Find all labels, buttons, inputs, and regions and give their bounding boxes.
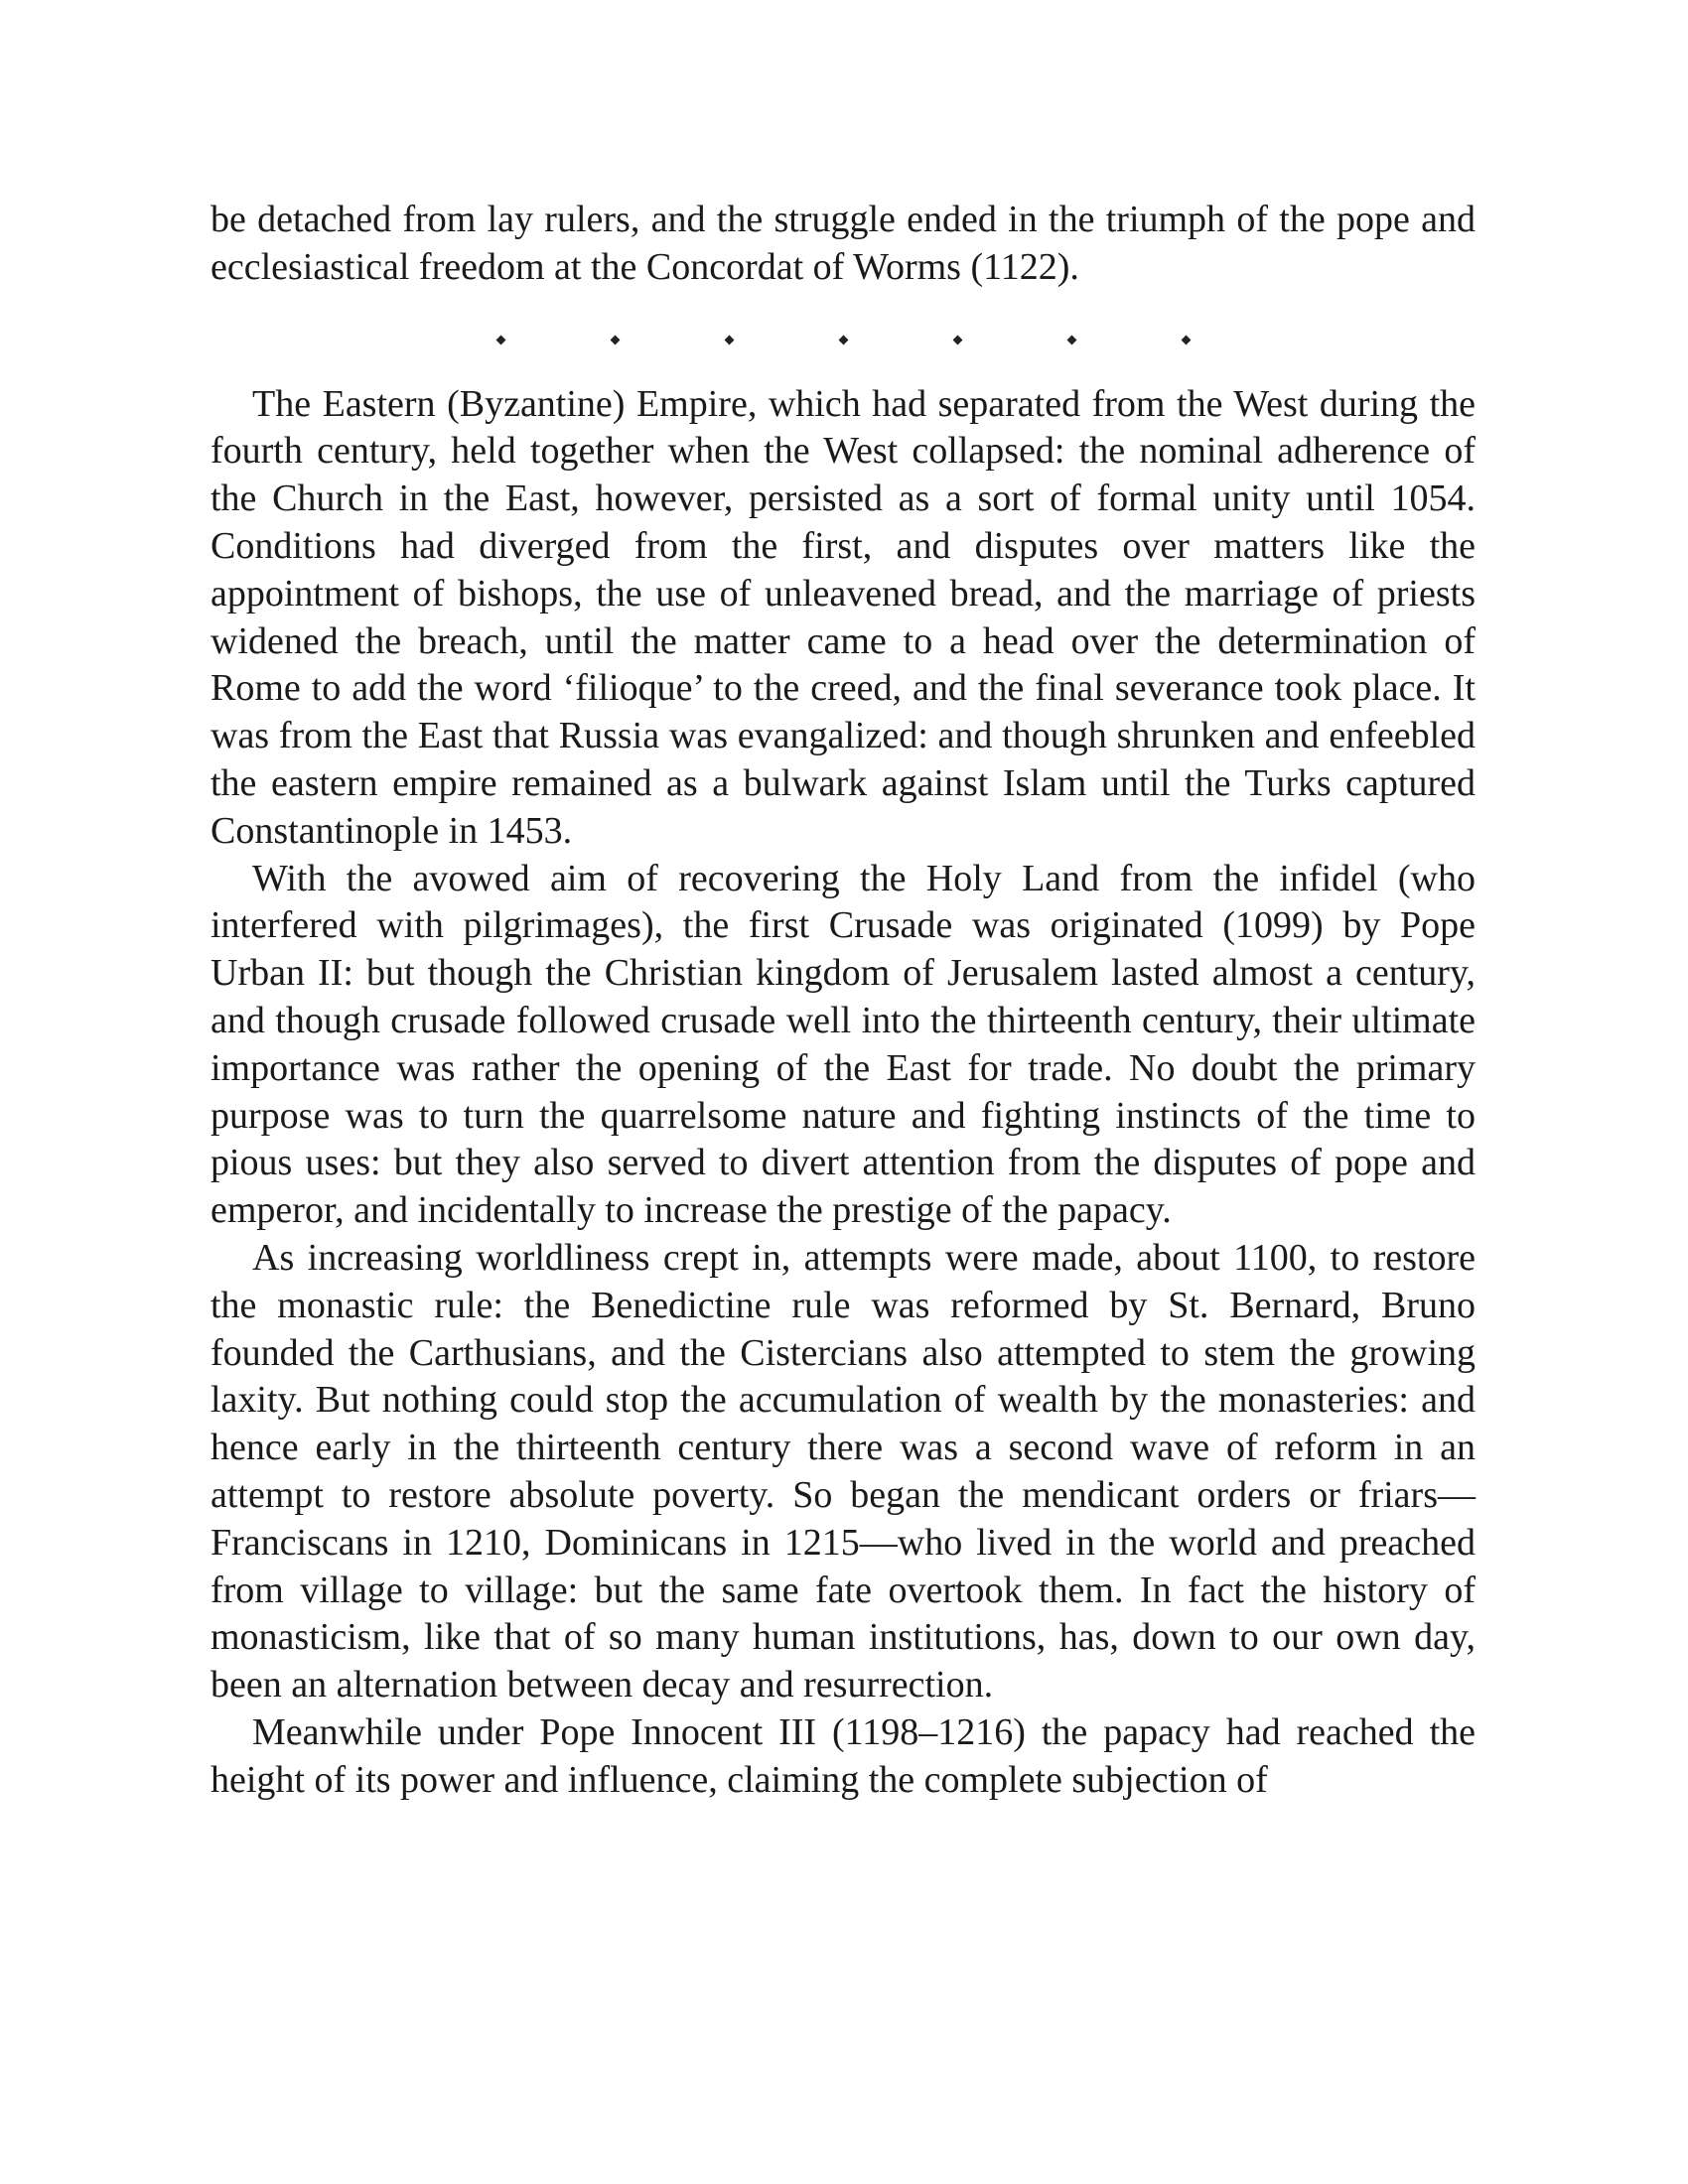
separator-dot <box>838 336 848 345</box>
separator-dot <box>1181 336 1191 345</box>
section-separator <box>211 292 1476 381</box>
paragraph-crusades: With the avowed aim of recovering the Holy Land from the infidel (who interfered with pilgrimages), the first Crusade was originated (1099) by Pope Urban II: but though the Christian kingdom of Jerusalem lasted almost a century, and though crusade followed crusade well into the thirteenth century, their ultimate importance was rather the opening of the East for trade. No doubt the primary purpose was to turn the quarrelsome nature and fighting instincts of the time to pious uses: but they also served to divert attention from the disputes of pope and emperor, and incidentally to increase the prestige of the papacy. <box>211 857 1476 1232</box>
paragraph-continuation: be detached from lay rulers, and the struggle ended in the triumph of the pope and ecclesiastical freedom at the Concordat of Worms (1122). <box>211 199 1476 288</box>
separator-dot <box>1066 336 1076 345</box>
document-page <box>211 197 1476 1805</box>
separator-dot <box>724 336 734 345</box>
paragraph-monastic-reform: As increasing worldliness crept in, attempts were made, about 1100, to restore the monastic rule: the Benedictine rule was reformed by St. Bernard, Bruno founded the Carthusians, and the Cistercians also attempted to stem the growing laxity. But nothing could stop the accumulation of wealth by the monasteries: and hence early in the thirteenth century there was a second wave of reform in an attempt to restore absolute poverty. So began the mendicant orders or friars—Franciscans in 1210, Dominicans in 1215—who lived in the world and preached from village to village: but the same fate overtook them. In fact the history of monasticism, like that of so many human institutions, has, down to our own day, been an alternation between decay and resurrection. <box>211 1236 1476 1706</box>
paragraph-byzantine-empire: The Eastern (Byzantine) Empire, which had separated from the West during the fourth century, held together when the West collapsed: the nominal adherence of the Church in the East, however, persisted as a sort of formal unity until 1054. Conditions had diverged from the first, and disputes over matters like the appointment of bishops, the use of unleavened bread, and the marriage of priests widened the breach, until the matter came to a head over the determination of Rome to add the word ‘filioque’ to the creed, and the final severance took place. It was from the East that Russia was evangalized: and though shrunken and enfeebled the eastern empire remained as a bulwark against Islam until the Turks captured Constantinople in 1453. <box>211 382 1476 852</box>
paragraph-innocent-iii: Meanwhile under Pope Innocent III (1198–1216) the papacy had reached the height of its power and influence, claiming the complete subjection of <box>211 1710 1476 1801</box>
separator-dot <box>495 336 505 345</box>
separator-dot <box>952 336 962 345</box>
separator-dot <box>610 336 620 345</box>
